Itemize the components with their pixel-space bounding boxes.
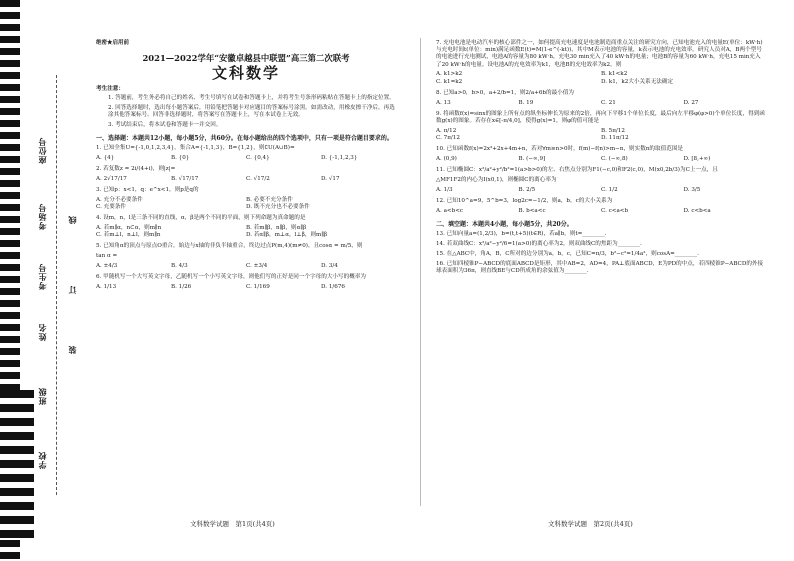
binding-line [56, 75, 57, 495]
question: 10. 已知函数f(x)=2x³+2x+4m+n，若对∀m≥n>0时，f(m)−f(n)>m−n，则实数n的取值范围是 [436, 146, 683, 153]
question-cont: tan α = [96, 253, 118, 260]
option: C. 1/169 [246, 284, 270, 291]
option: B. (−∞,9] [518, 156, 546, 163]
option: B. 19 [518, 99, 534, 106]
page-divider [420, 38, 421, 506]
section-heading-fill: 二、填空题：本题共4小题，每小题5分，共20分。 [436, 221, 573, 229]
question: 16. 已知四棱锥P−ABCD的底面ABCD是矩形，其中AB=2，AD=4，PA⊥底面ABCD，E为PD的中点，若四棱锥P−ABCD的外接球表面积为36π，则直线BE与CD所成角的余弦值为________. [436, 260, 764, 274]
option: C. √17/2 [246, 175, 270, 182]
exam-room-label: 考场号 [37, 203, 47, 230]
options [96, 284, 396, 291]
options [436, 156, 766, 163]
option: B. 5π/12 [601, 127, 625, 134]
option: B. 若m∥β，n∥β，则α∥β [246, 225, 307, 232]
subject-title: 文科数学 [211, 64, 280, 83]
option: B. 4/3 [171, 263, 188, 270]
secret-mark: 绝密★启用前 [96, 40, 130, 46]
exam-number-label: 考生号 [37, 263, 47, 290]
option: A. π/12 [436, 127, 457, 134]
note-item: 2. 回答选择题时，选出每小题答案后，用铅笔把答题卡对应题目的答案标号涂黑。如需改动，用橡皮擦干净后，再选涂其他答案标号。回答非选择题时，将答案写在答题卡上，写在本试卷上无效。 [108, 104, 395, 118]
question: 4. 设m，n，l是三条不同的直线，α，β是两个不同的平面，则下列命题为真命题的是 [96, 215, 306, 222]
option: A. 2√17/17 [96, 175, 127, 182]
option: C. c<a<b [601, 207, 629, 214]
options [436, 100, 766, 107]
option: C. (−∞,8) [601, 156, 628, 163]
option: D. 若α∥β，m⊥α，l⊥β，则m∥β [246, 232, 328, 239]
option: C. ±3/4 [246, 263, 268, 270]
note-item: 1. 答题前，考生务必将自己的姓名、考生号填写在试卷和答题卡上，并将考生号条形码粘贴在答题卡上的指定位置。 [108, 94, 395, 101]
question: 15. 在△ABC中，角A，B，C所对的边分别为a，b，c，已知C=π/3，b²−c²=1/4a²，则cosA=________. [436, 250, 699, 257]
note-item: 3. 考试结束后，将本试卷和答题卡一并交回。 [108, 121, 222, 128]
option: C. k1=k2 [436, 78, 463, 85]
question: 9. 将函数f(x)=sinx的图象上所有点的纵坐标伸长为原来的2倍，再向下平移1个单位长度，最后向左平移φ(φ>0)个单位长度，得到函数g(x)的图象。若存在x∈[-π/4,0]，使得g(x)=1，则φ的值可能是 [436, 110, 765, 125]
footer-right: 文科数学试题 第2页(共4页) [548, 520, 633, 528]
exam-title: 2021—2022学年“安徽卓越县中联盟”高三第二次联考 [142, 53, 350, 64]
option: C. 21 [601, 99, 616, 106]
name-label: 姓名 [37, 323, 47, 341]
seal-mark: 装 [67, 345, 77, 354]
option: C. {0,4} [246, 154, 270, 161]
option: D. [8,+∞) [683, 156, 711, 163]
binding-margin [36, 75, 88, 495]
options [96, 197, 396, 211]
option: D. 27 [683, 99, 699, 106]
question: 7. 充电电池是电动汽车的核心部件之一，如何提高充电速度是电池制造商重点关注的研究方向，已知电池充入的电量E(单位：kW·h)与充电时间t(单位：min)满足函数E(t)=M(1-e^(-kt))，其中M表示电池的容量，k表示电池的充电效率。研究人员对A，B两个型号的电池进行充电测试，电池A的容量为80 kW·h，充电30 min充入了40 kW·h的电量；电池B的容量为60 kW·h，充电15 min充入了20 kW·h的电量。设电池A的充电效率为k1，电池B的充电效率为k2，则 [436, 40, 763, 68]
option: A. 充分不必要条件 [96, 196, 143, 203]
option: B. {0} [171, 154, 190, 161]
option: A. 若m∥α，n⊂α，则m∥n [96, 225, 162, 232]
question: 2. 若复数z = 2i/(4+i)，则|z|= [96, 166, 176, 173]
line-mark: 线 [67, 215, 77, 224]
options [436, 208, 766, 215]
option: D. c<b<a [683, 207, 711, 214]
question: 6. 甲随机写一个大写英文字母，乙随机写一个小写英文字母，则他们写的正好是同一个字母的大小写的概率为 [96, 274, 367, 281]
option: A. 13 [436, 99, 451, 106]
option: A. (0,9) [436, 156, 457, 163]
option: A. 1/13 [96, 284, 117, 291]
options [96, 176, 396, 183]
option: D. 11π/12 [601, 135, 629, 142]
left-page [96, 40, 396, 295]
question: 11. 已知椭圆C：x²/a²+y²/b²=1(a>b>0)的左、右焦点分别为F1(−c,0)和F2(c,0)，M(x0,2b/3)为C上一点，且 [436, 167, 718, 174]
section-heading-choice: 一、选择题：本题共12小题，每小题5分，共60分。在每小题给出的四个选项中，只有一项是符合题目要求的。 [96, 134, 393, 142]
bind-mark: 订 [67, 285, 77, 294]
option: B. k1<k2 [601, 71, 628, 78]
option: A. {4} [96, 154, 115, 161]
options [436, 187, 766, 194]
seat-label: 座位号 [37, 137, 47, 164]
options [96, 225, 396, 239]
option: B. b<a<c [518, 207, 546, 214]
options [436, 71, 766, 85]
option: D. 3/5 [683, 186, 701, 193]
question: 5. 已知角α的顶点与原点O重合，始边与x轴的非负半轴重合，终边过点P(m,4)(m≠0)，且cosα = m/5，则 [96, 243, 363, 250]
option: D. √17 [321, 175, 340, 182]
option: C. 若m⊥l，n⊥l，则m∥n [96, 232, 161, 239]
options [96, 155, 396, 162]
option: A. ±4/3 [96, 263, 118, 270]
class-label: 班级 [37, 387, 47, 405]
option: D. k1，k2大小关系无法确定 [601, 78, 674, 85]
option: A. a<b<c [436, 207, 464, 214]
option: C. 1/2 [601, 186, 618, 193]
question: 12. 已知10^a=9，5^b=3，log2c=−1/2，则a，b，c的大小关系为 [436, 198, 613, 205]
option: B. 2/5 [518, 186, 536, 193]
binding-stripe-bottom [0, 390, 34, 540]
option: C. 充要条件 [96, 204, 127, 211]
notes-heading: 考生注意： [96, 85, 124, 92]
footer-left: 文科数学试题 第1页(共4页) [190, 520, 275, 528]
option: D. 3/4 [321, 263, 338, 270]
option: B. √17/17 [171, 175, 199, 182]
options [96, 263, 396, 270]
option: A. k1>k2 [436, 71, 463, 78]
option: B. 必要不充分条件 [246, 196, 293, 203]
option: D. 既不充分也不必要条件 [246, 204, 310, 211]
right-page [436, 40, 766, 278]
question: 14. 若双曲线C：x²/a²−y²/6=1(a>0)的离心率为2，则双曲线C的焦距为________. [436, 241, 642, 248]
option: D. 1/676 [321, 284, 345, 291]
school-label: 学校 [37, 451, 47, 469]
option: D. {-1,1,2,3} [321, 154, 358, 161]
option: A. 1/3 [436, 186, 453, 193]
question-cont: △MF1F2的内心为I(x0,1)，则椭圆C的离心率为 [436, 177, 557, 184]
question: 3. 已知p：x<1，q：e^x<1，则p是q的 [96, 187, 199, 194]
option: B. 1/26 [171, 284, 192, 291]
options [436, 128, 766, 142]
question: 13. 已知向量a=(1,2/3)，b=(t,t+5)(t∈R)，若a∥b，则t=________. [436, 231, 607, 238]
question: 1. 已知全集U={-1,0,1,2,3,4}，集合A={-1,1,3}，B={1,2}，则∁U(A∪B)= [96, 145, 295, 152]
option: C. 7π/12 [436, 135, 460, 142]
question: 8. 已知a>0，b>0，a+2/b=1，则2/a+6b的最小值为 [436, 89, 574, 96]
